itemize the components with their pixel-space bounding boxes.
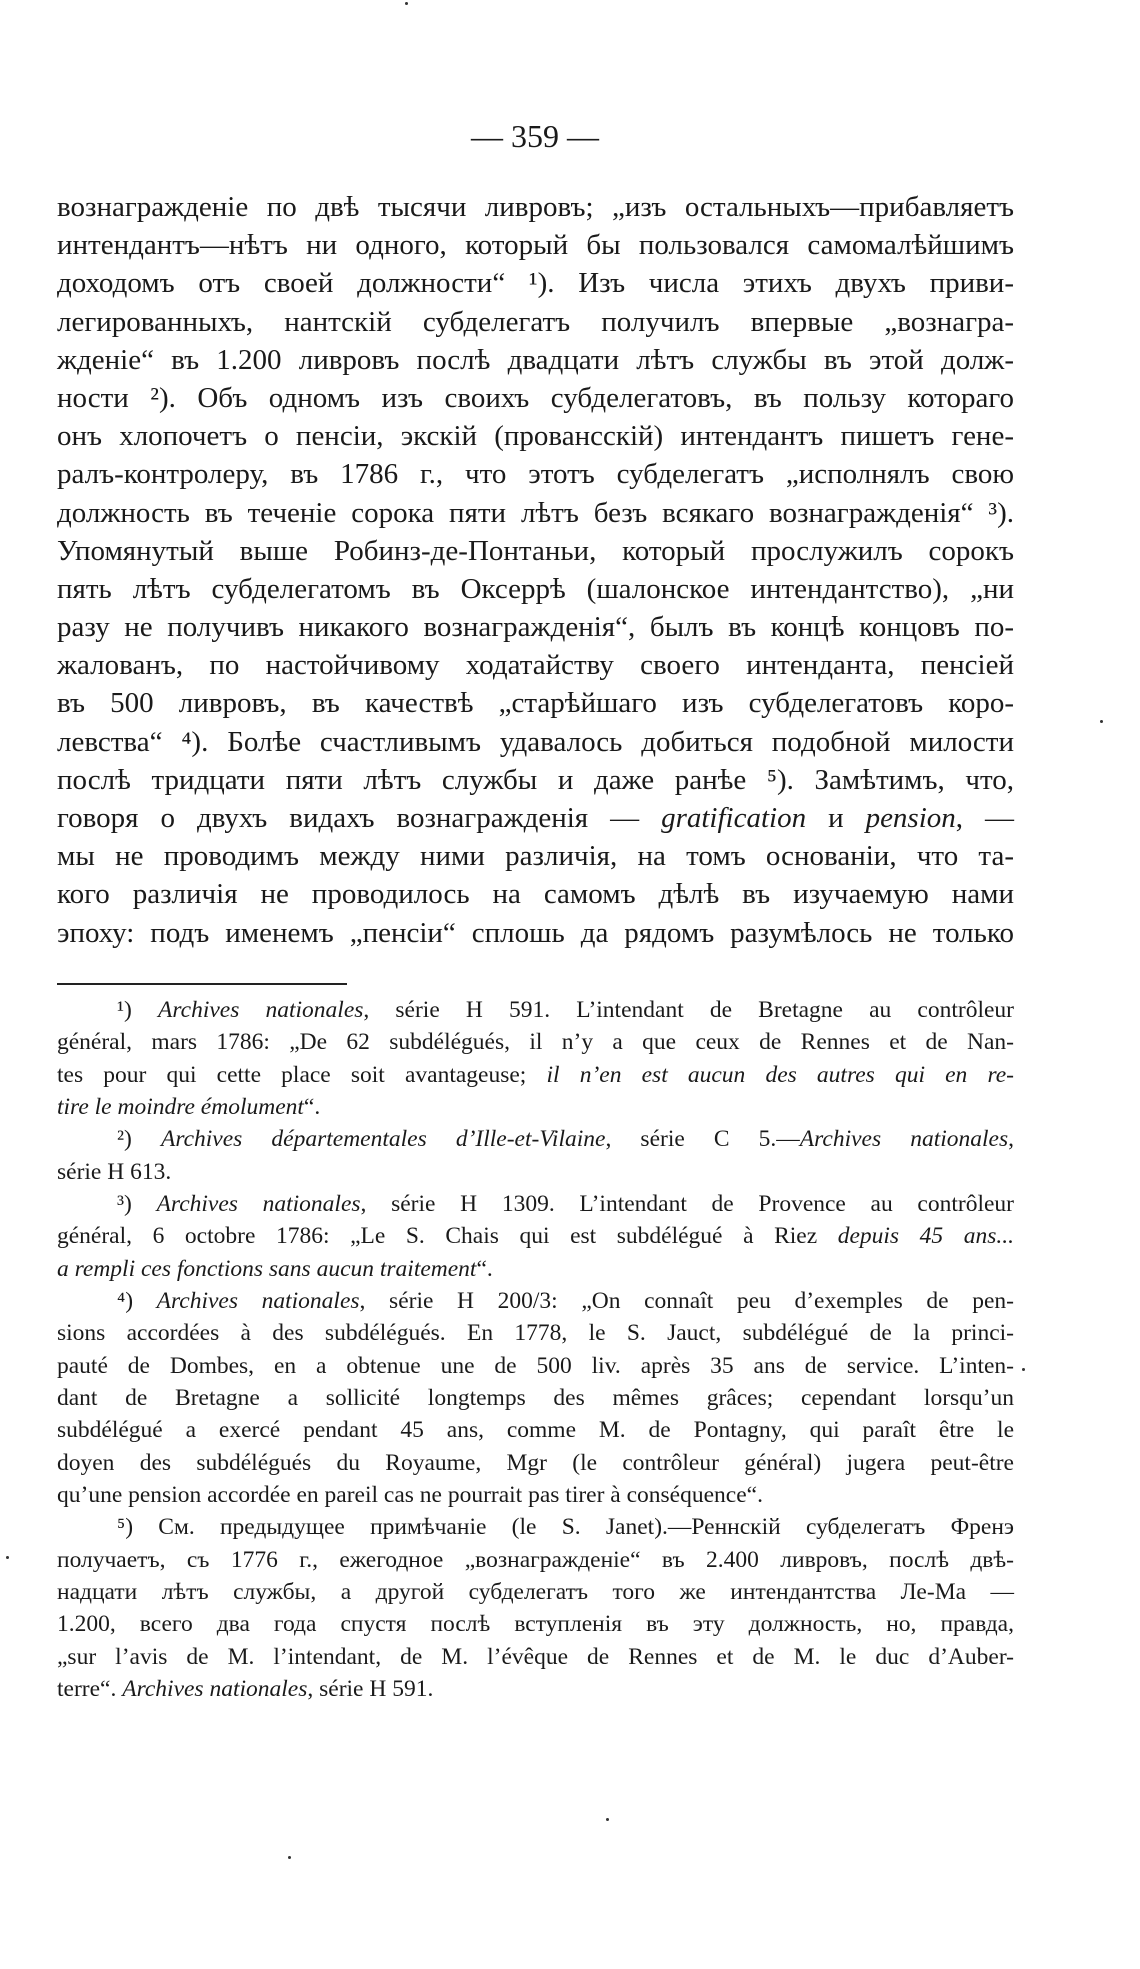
footnote-divider — [57, 983, 347, 985]
scan-speck — [6, 1556, 9, 1559]
text-line — [57, 1123, 1014, 1155]
footnote-5 — [57, 1511, 1014, 1705]
text-line — [57, 1059, 1014, 1091]
text-segment: , série H 1309. L’intendant de Provence au contrôleur — [360, 1190, 1015, 1217]
text-segment: вознагражденіе по двѣ тысячи ливровъ; „изъ остальныхъ—прибавляетъ — [57, 191, 1014, 223]
text-segment: жалованъ, по настойчивому ходатайству своего интенданта, пенсіей — [57, 649, 1014, 682]
text-line — [57, 761, 1014, 799]
text-segment: “. — [303, 1093, 321, 1120]
italic-segment: tire le moindre émolument — [57, 1093, 304, 1120]
text-line — [57, 914, 1014, 952]
footnotes — [57, 994, 1014, 1705]
text-segment: разу не получивъ никакого вознагражденія“, былъ въ концѣ концовъ по- — [57, 611, 1014, 644]
scan-speck — [1100, 720, 1103, 723]
italic-segment: Archives nationales — [156, 1190, 361, 1217]
text-line — [57, 188, 1014, 226]
text-line — [57, 494, 1014, 532]
text-line — [57, 226, 1014, 264]
scan-speck — [288, 1856, 291, 1859]
text-segment: ⁴) — [117, 1287, 157, 1314]
text-segment: онъ хлопочетъ о пенсіи, экскій (провансскій) интендантъ пишетъ гене- — [57, 420, 1014, 453]
text-segment: мы не проводимъ между ними различія, на томъ основаніи, что та- — [57, 840, 1014, 873]
text-segment: 1.200, всего два года спустя послѣ вступленія въ эту должность, но, правда, — [57, 1611, 1014, 1638]
text-segment: Упомянутый выше Робинз-де-Понтаньи, который прослужилъ сорокъ — [57, 534, 1014, 567]
text-segment: легированныхъ, нантскій субделегатъ получилъ впервые „вознагра- — [57, 305, 1014, 338]
text-line — [57, 837, 1014, 875]
italic-segment: Archives nationales — [156, 1287, 360, 1314]
text-segment: doyen des subdélégués du Royaume, Mgr (le contrôleur général) jugera peut-être — [57, 1449, 1014, 1476]
text-segment: ралъ-контролеру, въ 1786 г., что этотъ субделегатъ „исполнялъ свою — [57, 458, 1014, 491]
text-segment: tes pour qui cette place soit avantageuse; — [57, 1061, 547, 1088]
text-line — [57, 1608, 1014, 1640]
main-text — [57, 188, 1014, 952]
text-segment: ³) — [117, 1190, 157, 1217]
text-segment: эпоху: подъ именемъ „пенсіи“ сплошь да рядомъ разумѣлось не только — [57, 916, 1014, 949]
text-line — [57, 1253, 1014, 1285]
text-segment: пять лѣтъ субделегатомъ въ Оксеррѣ (шалонское интендантство), „ни — [57, 572, 1014, 605]
text-segment: говоря о двухъ видахъ вознагражденія — — [57, 802, 662, 834]
italic-segment: Archives nationales — [158, 997, 364, 1023]
text-line — [57, 875, 1014, 913]
text-line — [57, 417, 1014, 455]
text-segment: “. — [476, 1255, 493, 1282]
text-line — [57, 532, 1014, 570]
text-segment: и — [806, 802, 866, 834]
text-line — [57, 1447, 1014, 1479]
text-line — [57, 570, 1014, 608]
text-line — [57, 1479, 1014, 1511]
text-line — [57, 994, 1014, 1026]
footnote-4 — [57, 1285, 1014, 1511]
text-segment: dant de Bretagne a sollicité longtemps des mêmes grâces; cependant lorsqu’un — [57, 1384, 1014, 1411]
text-segment: кого различія не проводилось на самомъ дѣлѣ въ изучаемую нами — [57, 878, 1014, 911]
italic-segment: a rempli ces fonctions sans aucun traitement — [57, 1255, 477, 1282]
scan-speck — [1022, 1368, 1025, 1371]
text-segment: , série H 591. L’intendant de Bretagne au contrôleur — [363, 997, 1014, 1023]
text-line — [57, 1576, 1014, 1608]
text-line — [57, 799, 1014, 837]
text-segment: доходомъ отъ своей должности“ ¹). Изъ числа этихъ двухъ приви- — [57, 267, 1014, 300]
scan-speck — [405, 2, 408, 5]
text-line — [57, 1350, 1014, 1382]
text-line — [57, 1317, 1014, 1349]
italic-segment: gratification — [661, 802, 807, 834]
text-segment: послѣ тридцати пяти лѣтъ службы и даже ранѣе ⁵). Замѣтимъ, что, — [57, 763, 1014, 796]
text-segment: левства“ ⁴). Болѣе счастливымъ удавалось добиться подобной милости — [57, 725, 1014, 758]
text-line — [57, 1544, 1014, 1576]
text-segment: получаетъ, съ 1776 г., ежегодное „вознагражденіе“ въ 2.400 ливровъ, послѣ двѣ- — [57, 1546, 1014, 1573]
text-line — [57, 1414, 1014, 1446]
text-segment: ности ²). Объ одномъ изъ своихъ субделегатовъ, въ пользу котораго — [57, 381, 1014, 414]
text-segment: général, mars 1786: „De 62 subdélégués, il n’y a que ceux de Rennes et de Nan- — [57, 1029, 1014, 1056]
text-line — [57, 723, 1014, 761]
text-segment: , — — [955, 802, 1014, 834]
text-segment: qu’une pension accordée en pareil cas ne pourrait pas tirer à conséquence“. — [57, 1481, 763, 1508]
text-line — [57, 1641, 1014, 1673]
text-segment: , série H 591. — [307, 1675, 434, 1702]
italic-segment: Archives nationales — [799, 1126, 1009, 1153]
text-line — [57, 1091, 1014, 1123]
text-line — [57, 1220, 1014, 1252]
text-segment: интендантъ—нѣтъ ни одного, который бы пользовался самомалѣйшимъ — [57, 229, 1014, 262]
italic-segment: Archives départementales d’Ille-et-Vilaine — [160, 1126, 606, 1153]
text-line — [57, 341, 1014, 379]
page-number: — 359 — — [471, 118, 599, 154]
footnote-1 — [57, 994, 1014, 1123]
text-segment: въ 500 ливровъ, въ качествѣ „старѣйшаго изъ субделегатовъ коро- — [57, 687, 1014, 720]
text-segment: , série C 5.— — [605, 1126, 800, 1153]
italic-segment: Archives nationales — [122, 1675, 308, 1702]
text-segment: pauté de Dombes, en a obtenue une de 500 liv. après 35 ans de service. L’inten- — [57, 1352, 1014, 1379]
text-line — [57, 1511, 1014, 1543]
text-segment: жденіе“ въ 1.200 ливровъ послѣ двадцати лѣтъ службы въ этой долж- — [57, 343, 1014, 376]
text-segment: ¹) — [117, 997, 159, 1023]
text-line — [57, 608, 1014, 646]
text-line — [57, 1285, 1014, 1317]
text-segment: ⁵) См. предыдущее примѣчаніе (le S. Janet).—Реннскій субделегатъ Френэ — [117, 1514, 1014, 1541]
text-line — [57, 1382, 1014, 1414]
text-segment: terre“. — [57, 1675, 123, 1702]
text-segment: , série H 200/3: „On connaît peu d’exemples de pen- — [359, 1287, 1014, 1314]
text-segment: sions accordées à des subdélégués. En 1778, le S. Jauct, subdélégué de la princi- — [57, 1320, 1014, 1347]
text-line — [57, 646, 1014, 684]
scan-speck — [606, 1818, 609, 1821]
text-line — [57, 379, 1014, 417]
text-segment: subdélégué a exercé pendant 45 ans, comme M. de Pontagny, qui paraît être le — [57, 1417, 1014, 1444]
italic-segment: il n’en est aucun des autres qui en re- — [546, 1061, 1014, 1088]
text-line — [57, 684, 1014, 722]
text-line — [57, 1156, 1014, 1188]
text-line — [57, 303, 1014, 341]
italic-segment: pension — [865, 802, 956, 834]
italic-segment: depuis 45 ans... — [837, 1223, 1014, 1250]
text-segment: série H 613. — [57, 1158, 172, 1185]
text-line — [57, 1673, 1014, 1705]
text-line — [57, 1188, 1014, 1220]
footnote-2 — [57, 1123, 1014, 1188]
text-segment: général, 6 octobre 1786: „Le S. Chais qui est subdélégué à Riez — [57, 1223, 838, 1250]
footnote-3 — [57, 1188, 1014, 1285]
text-line — [57, 1026, 1014, 1058]
text-segment: ²) — [117, 1126, 161, 1153]
text-segment: , — [1008, 1126, 1014, 1153]
text-line — [57, 455, 1014, 493]
text-segment: надцати лѣтъ службы, а другой субделегатъ того же интендантства Ле-Ма — — [57, 1578, 1014, 1605]
text-segment: „sur l’avis de M. l’intendant, de M. l’évêque de Rennes et de M. le duc d’Auber- — [57, 1643, 1014, 1670]
text-line — [57, 264, 1014, 302]
text-segment: должность въ теченіе сорока пяти лѣтъ безъ всякаго вознагражденія“ ³). — [57, 496, 1014, 529]
